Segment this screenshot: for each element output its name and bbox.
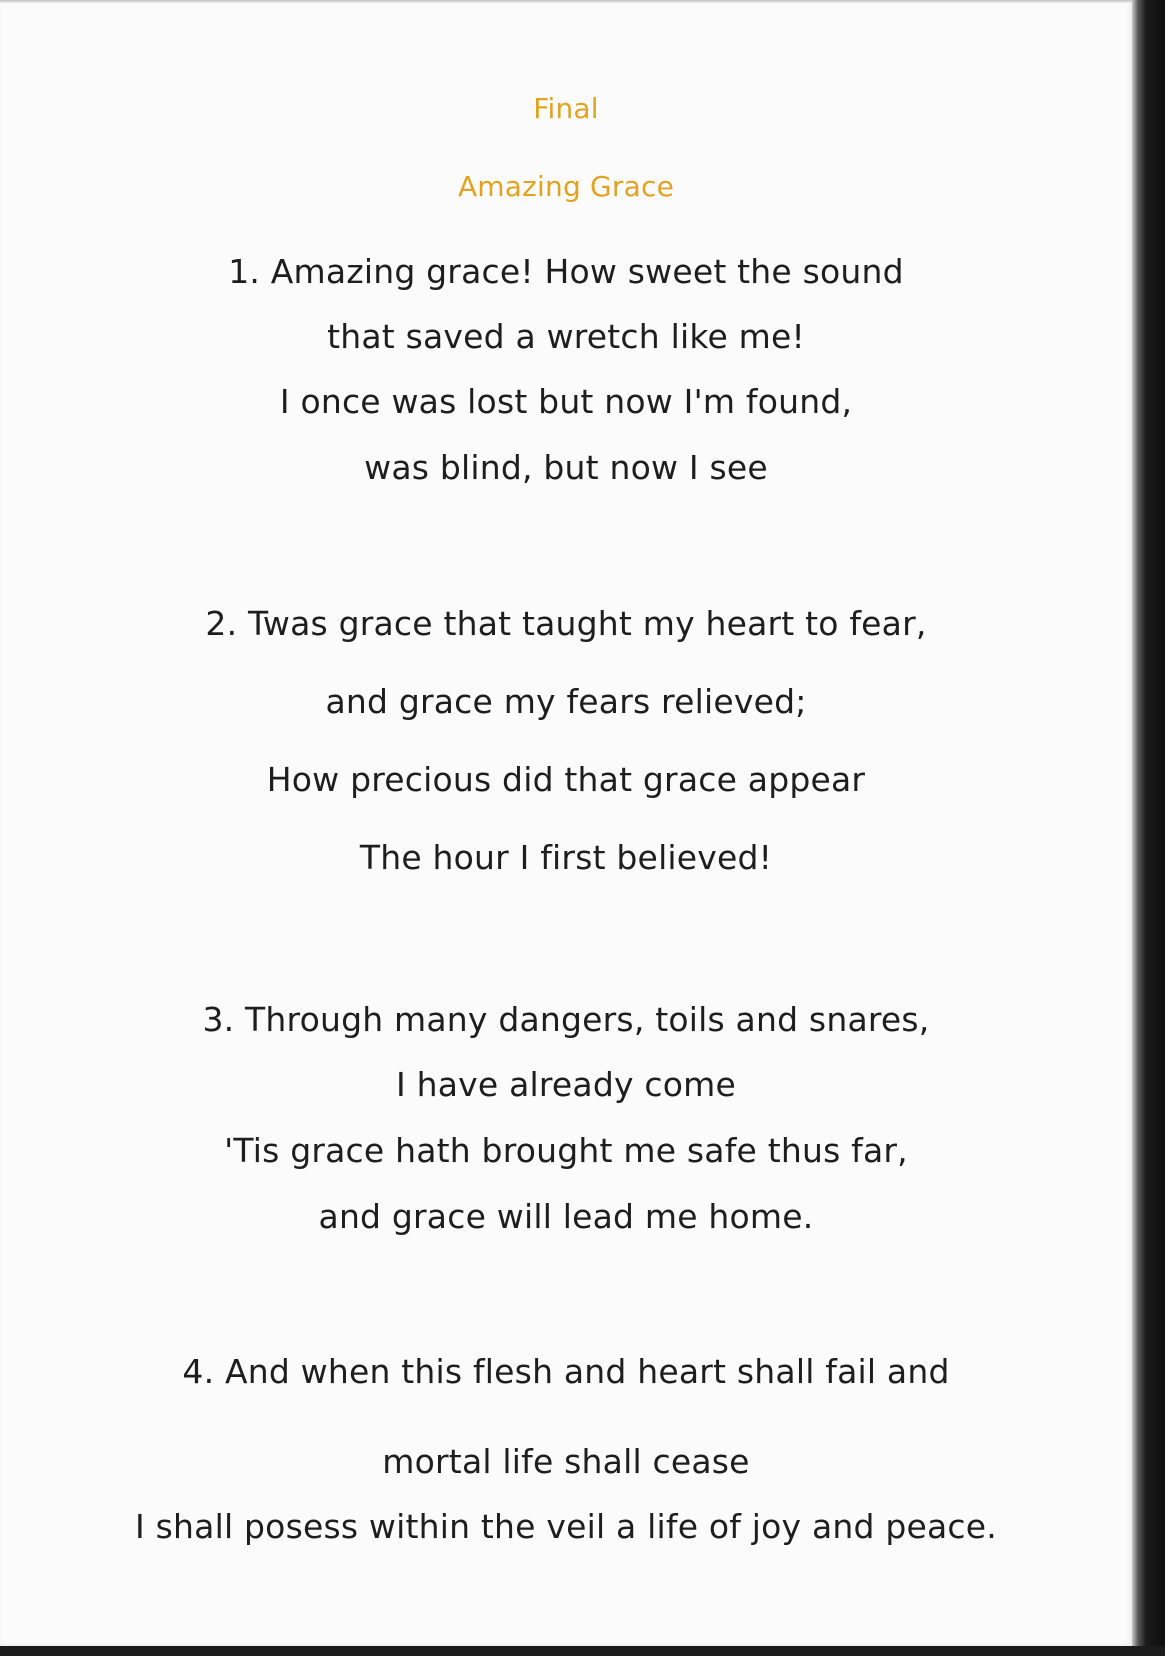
document-heading: Final bbox=[533, 92, 599, 125]
verse-2-line-2: and grace my fears relieved; bbox=[325, 682, 807, 721]
verse-2-line-1: 2. Twas grace that taught my heart to fear, bbox=[205, 604, 927, 643]
verse-3-line-1: 3. Through many dangers, toils and snares, bbox=[202, 1000, 930, 1039]
verse-1-line-1: 1. Amazing grace! How sweet the sound bbox=[228, 252, 904, 291]
page-top-edge bbox=[0, 0, 1132, 3]
verse-2-line-3: How precious did that grace appear bbox=[266, 760, 866, 799]
verse-1-line-4: was blind, but now I see bbox=[364, 448, 768, 487]
scan-right-border bbox=[1132, 0, 1165, 1656]
verse-4-line-3: I shall posess within the veil a life of joy and peace. bbox=[135, 1507, 997, 1546]
verse-2-line-4: The hour I first believed! bbox=[359, 838, 773, 877]
verse-1-line-2: that saved a wretch like me! bbox=[327, 317, 805, 356]
verse-4-line-2: mortal life shall cease bbox=[382, 1442, 750, 1481]
scan-bottom-border bbox=[0, 1646, 1165, 1656]
verse-3-line-2: I have already come bbox=[396, 1065, 736, 1104]
verse-4-line-1: 4. And when this flesh and heart shall fail and bbox=[182, 1352, 950, 1391]
verse-3-line-4: and grace will lead me home. bbox=[318, 1197, 814, 1236]
verse-3-line-3: 'Tis grace hath brought me safe thus far, bbox=[224, 1131, 908, 1170]
hymn-title: Amazing Grace bbox=[457, 170, 675, 203]
verse-1-line-3: I once was lost but now I'm found, bbox=[279, 382, 853, 421]
